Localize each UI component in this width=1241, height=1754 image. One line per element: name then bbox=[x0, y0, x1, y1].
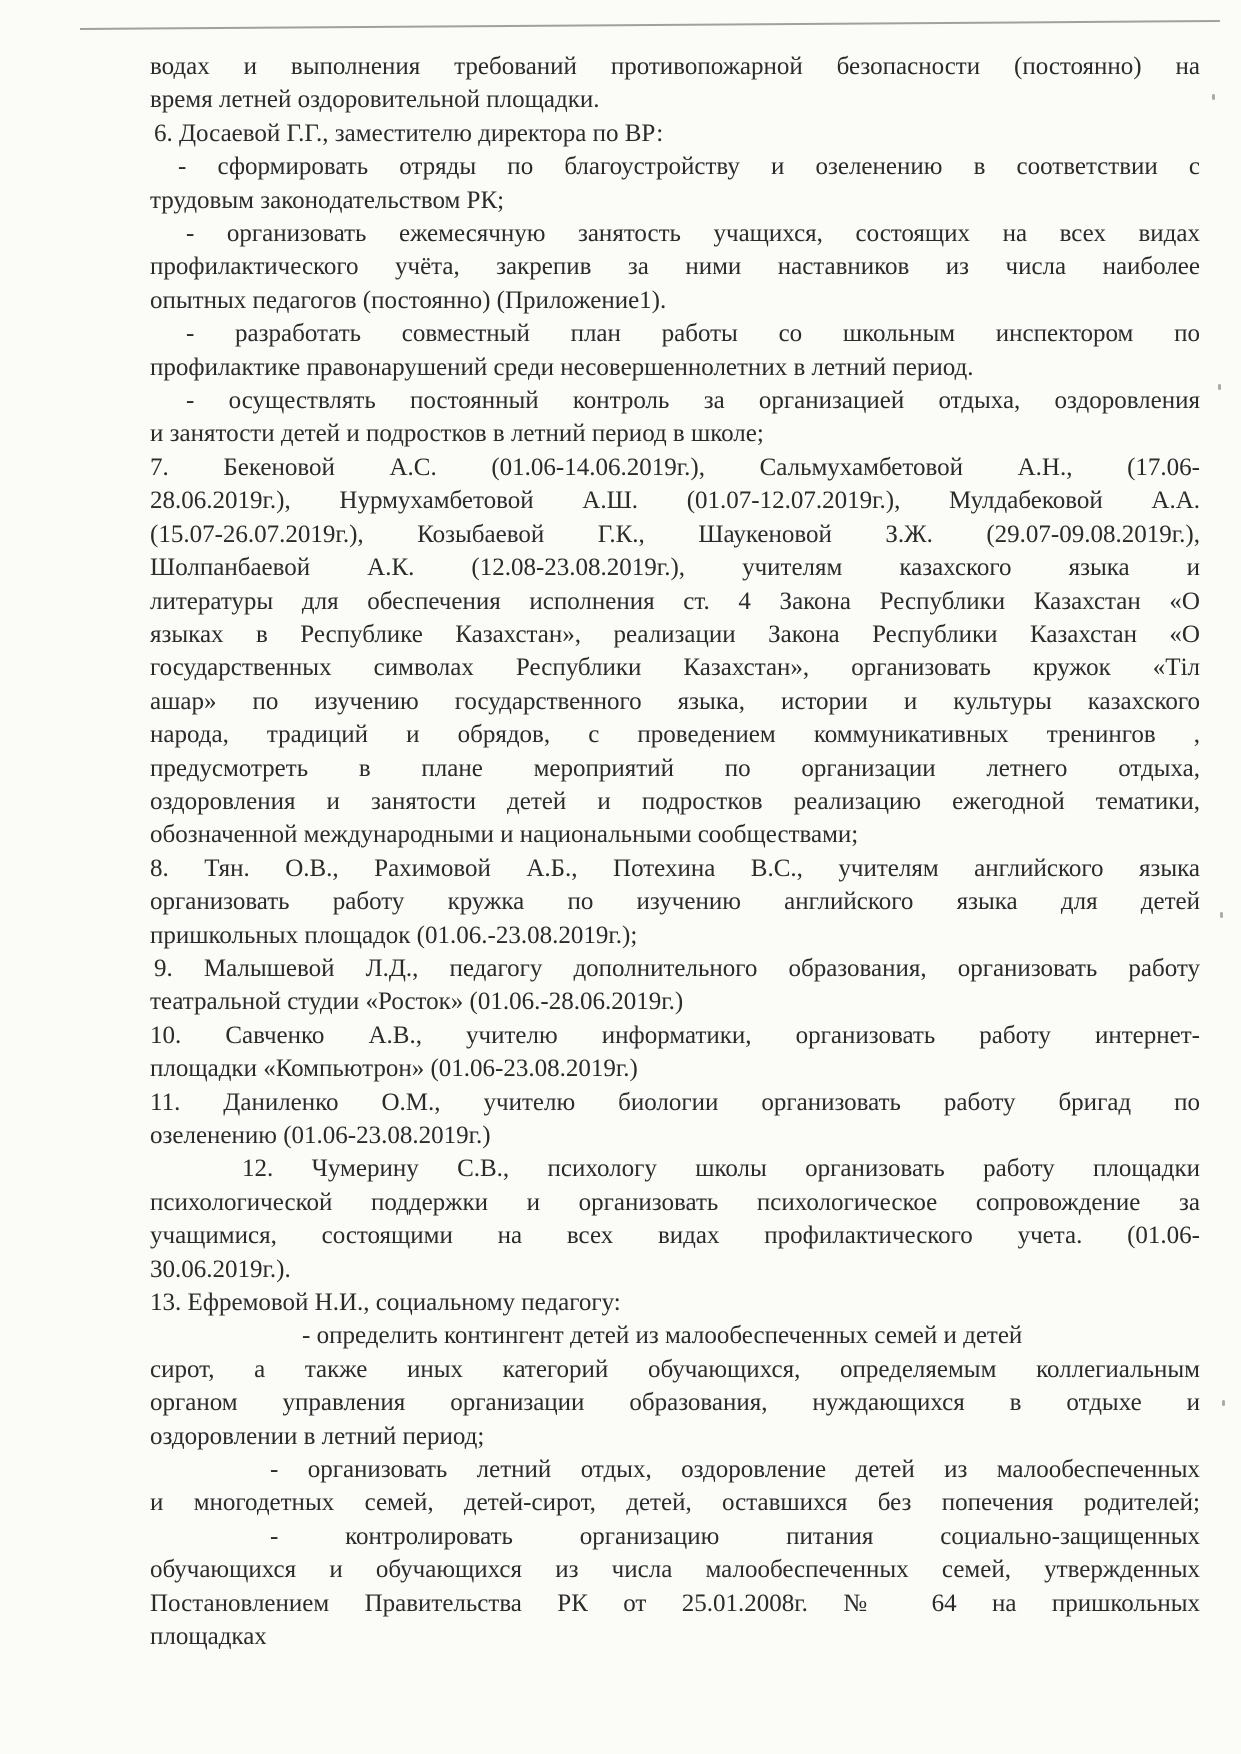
document-line: учащимися, состоящими на всех видах профилактического учета. (01.06- bbox=[150, 1222, 1200, 1250]
document-line: опытных педагогов (постоянно) (Приложение1). bbox=[150, 286, 667, 314]
document-line: профилактике правонарушений среди несовершеннолетних в летний период. bbox=[150, 353, 974, 381]
document-line: 7. Бекеновой А.С. (01.06-14.06.2019г.), Сальмухамбетовой А.Н., (17.06- bbox=[150, 453, 1200, 481]
document-line: сирот, а также иных категорий обучающихся, определяемым коллегиальным bbox=[150, 1355, 1200, 1383]
document-line: 9. Малышевой Л.Д., педагогу дополнительного образования, организовать работу bbox=[154, 954, 1200, 982]
document-line: обозначенной международными и национальными сообществами; bbox=[150, 821, 859, 849]
document-line: 28.06.2019г.), Нурмухамбетовой А.Ш. (01.07-12.07.2019г.), Мулдабековой А.А. bbox=[150, 487, 1200, 515]
document-line: водах и выполнения требований противопожарной безопасности (постоянно) на bbox=[150, 53, 1200, 80]
document-line: - организовать летний отдых, оздоровление детей из малообеспеченных bbox=[270, 1456, 1200, 1484]
document-line: и занятости детей и подростков в летний период в школе; bbox=[150, 420, 764, 448]
scan-speck bbox=[1212, 94, 1215, 100]
scan-speck bbox=[1218, 384, 1221, 390]
document-line: 8. Тян. О.В., Рахимовой А.Б., Потехина В.С., учителям английского языка bbox=[150, 854, 1200, 882]
scan-speck bbox=[1222, 1400, 1225, 1406]
document-line: обучающихся и обучающихся из числа малообеспеченных семей, утвержденных bbox=[150, 1556, 1200, 1584]
document-line: (15.07-26.07.2019г.), Козыбаевой Г.К., Шаукеновой З.Ж. (29.07-09.08.2019г.), bbox=[150, 520, 1200, 548]
document-line: - определить контингент детей из малообеспеченных семей и детей bbox=[302, 1322, 1023, 1350]
document-line: площадки «Компьютрон» (01.06-23.08.2019г.) bbox=[150, 1055, 638, 1083]
document-line: 12. Чумерину С.В., психологу школы организовать работу площадки bbox=[242, 1155, 1200, 1183]
document-line: 6. Досаевой Г.Г., заместителю директора по ВР: bbox=[154, 119, 664, 147]
document-line: пришкольных площадок (01.06.-23.08.2019г.); bbox=[150, 921, 638, 949]
document-line: организовать работу кружка по изучению английского языка для детей bbox=[150, 888, 1200, 916]
document-line: Постановлением Правительства РК от 25.01.2008г. № 64 на пришкольных bbox=[150, 1589, 1200, 1617]
document-line: - организовать ежемесячную занятость учащихся, состоящих на всех видах bbox=[186, 220, 1200, 248]
document-body bbox=[150, 50, 1200, 1654]
document-line: театральной студии «Росток» (01.06.-28.06.2019г.) bbox=[150, 988, 684, 1016]
document-line: оздоровлении в летний период; bbox=[150, 1422, 485, 1450]
scan-top-edge bbox=[80, 20, 1220, 40]
document-line: психологической поддержки и организовать психологическое сопровождение за bbox=[150, 1188, 1200, 1216]
document-line: - контролировать организацию питания социально-защищенных bbox=[270, 1522, 1200, 1550]
document-line: время летней оздоровительной площадки. bbox=[150, 86, 600, 114]
document-line: 10. Савченко А.В., учителю информатики, организовать работу интернет- bbox=[150, 1021, 1200, 1049]
scan-speck bbox=[1220, 912, 1223, 918]
document-line: 13. Ефремовой Н.И., социальному педагогу: bbox=[150, 1289, 621, 1317]
document-line: - осуществлять постоянный контроль за организацией отдыха, оздоровления bbox=[186, 387, 1200, 415]
document-line: органом управления организации образования, нуждающихся в отдыхе и bbox=[150, 1389, 1200, 1417]
document-line: профилактического учёта, закрепив за ними наставников из числа наиболее bbox=[150, 253, 1200, 281]
document-line: - сформировать отряды по благоустройству и озеленению в соответствии с bbox=[178, 153, 1200, 181]
document-line: - разработать совместный план работы со школьным инспектором по bbox=[186, 320, 1200, 348]
document-line: Шолпанбаевой А.К. (12.08-23.08.2019г.), учителям казахского языка и bbox=[150, 554, 1200, 582]
document-line: государственных символах Республики Казахстан», организовать кружок «Тіл bbox=[150, 654, 1200, 682]
document-line: оздоровления и занятости детей и подростков реализацию ежегодной тематики, bbox=[150, 787, 1200, 815]
document-line: языках в Республике Казахстан», реализации Закона Республики Казахстан «О bbox=[150, 620, 1200, 648]
document-line: 11. Даниленко О.М., учителю биологии организовать работу бригад по bbox=[150, 1088, 1200, 1116]
document-line: площадках bbox=[150, 1623, 267, 1651]
document-line: народа, традиций и обрядов, с проведением коммуникативных тренингов , bbox=[150, 721, 1200, 749]
document-line: трудовым законодательством РК; bbox=[150, 186, 505, 214]
document-line: 30.06.2019г.). bbox=[150, 1255, 291, 1283]
document-line: ашар» по изучению государственного языка, истории и культуры казахского bbox=[150, 687, 1200, 715]
document-line: озеленению (01.06-23.08.2019г.) bbox=[150, 1122, 491, 1149]
document-line: и многодетных семей, детей-сирот, детей, оставшихся без попечения родителей; bbox=[150, 1489, 1200, 1517]
document-line: литературы для обеспечения исполнения ст. 4 Закона Республики Казахстан «О bbox=[150, 587, 1200, 615]
document-line: предусмотреть в плане мероприятий по организации летнего отдыха, bbox=[150, 754, 1200, 782]
